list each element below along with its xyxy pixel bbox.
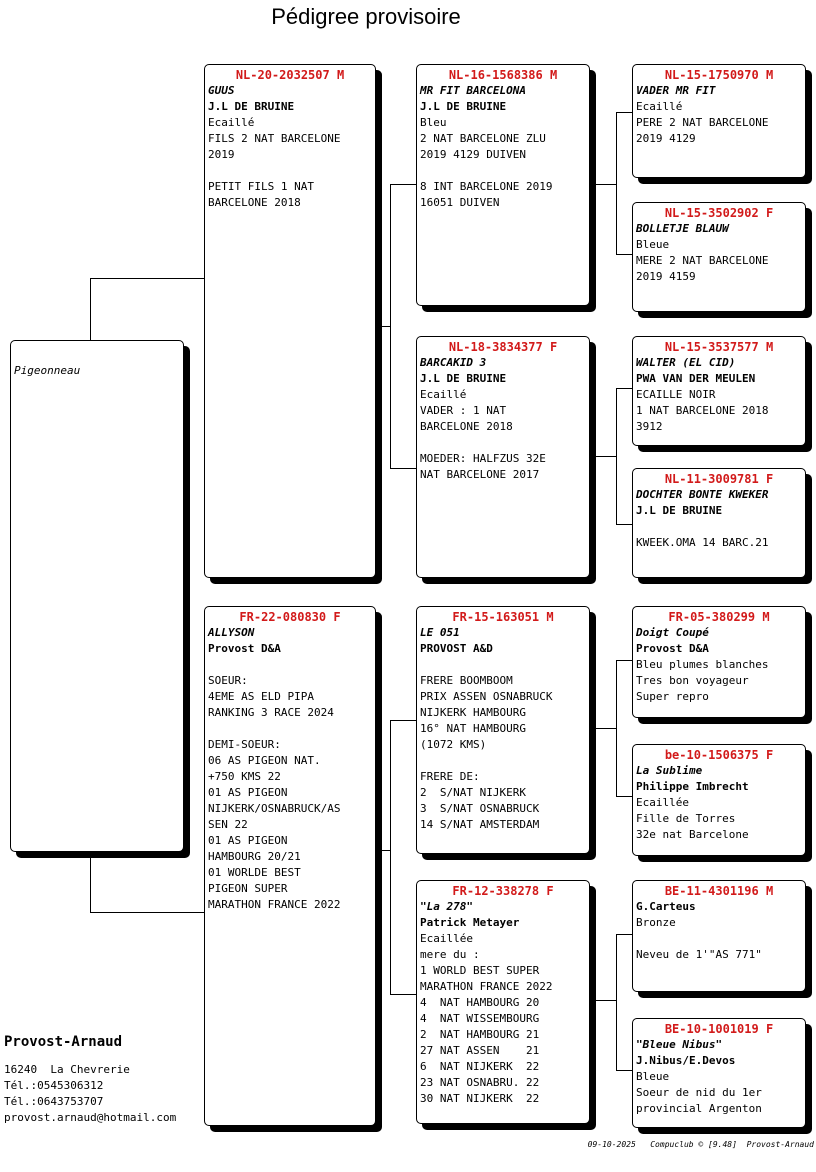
great-grandparent-card-fmm[interactable]	[632, 468, 806, 578]
pigeon-notes: Bleu plumes blanches Tres bon voyageur Super repro	[636, 658, 769, 703]
connector	[90, 912, 204, 913]
grandparent-card-mf[interactable]	[416, 606, 590, 854]
connector	[90, 278, 204, 279]
pigeon-notes: Ecaillée Fille de Torres 32e nat Barcelone	[636, 796, 749, 841]
connector	[390, 720, 416, 721]
connector	[376, 850, 390, 851]
pigeon-name: WALTER (EL CID)	[636, 356, 736, 369]
grandparent-card-fm[interactable]	[416, 336, 590, 578]
ring-number: FR-22-080830 F	[239, 610, 341, 624]
breeder-phone-1: Tél.:0545306312	[4, 1079, 104, 1092]
pigeon-name: La Sublime	[636, 764, 703, 777]
owner-name: G.Carteus	[636, 900, 696, 913]
connector	[390, 184, 391, 468]
pigeon-name: BOLLETJE BLAUW	[636, 222, 729, 235]
ring-number: NL-16-1568386 M	[448, 68, 558, 82]
subject-card[interactable]	[10, 340, 184, 852]
connector	[590, 728, 616, 729]
pigeon-name: MR FIT BARCELONA	[420, 84, 526, 97]
pigeon-notes: Bleue Soeur de nid du 1er provincial Argenton	[636, 1070, 762, 1115]
great-grandparent-card-fff[interactable]	[632, 64, 806, 178]
pigeon-name: "La 278"	[420, 900, 473, 913]
ring-number: NL-15-3537577 M	[664, 340, 774, 354]
pigeon-notes: Ecaillé FILS 2 NAT BARCELONE 2019 PETIT FILS 1 NAT BARCELONE 2018	[208, 116, 341, 209]
breeder-address: 16240 La Chevrerie	[4, 1063, 130, 1076]
mother-card[interactable]	[204, 606, 376, 1126]
pigeon-notes: Bronze Neveu de 1'"AS 771"	[636, 916, 762, 961]
great-grandparent-card-fmf[interactable]	[632, 336, 806, 446]
pigeon-name: "Bleue Nibus"	[636, 1038, 723, 1051]
pigeon-notes: Bleue MERE 2 NAT BARCELONE 2019 4159	[636, 238, 769, 283]
owner-name: PWA VAN DER MEULEN	[636, 372, 756, 385]
ring-number: FR-12-338278 F	[452, 884, 554, 898]
pigeon-notes: Ecaillé PERE 2 NAT BARCELONE 2019 4129	[636, 100, 769, 145]
connector	[616, 934, 617, 1070]
breeder-name: Provost-Arnaud	[4, 1034, 123, 1050]
pigeon-name: LE 051	[420, 626, 460, 639]
connector	[616, 934, 632, 935]
owner-name: PROVOST A&D	[420, 642, 493, 655]
connector	[590, 1000, 616, 1001]
pigeon-name: BARCAKID 3	[420, 356, 487, 369]
connector	[90, 278, 91, 340]
great-grandparent-card-mmm[interactable]	[632, 1018, 806, 1128]
ring-number: NL-18-3834377 F	[448, 340, 558, 354]
owner-name: J.L DE BRUINE	[420, 372, 507, 385]
pigeon-name: Doigt Coupé	[636, 626, 709, 639]
owner-name: J.L DE BRUINE	[208, 100, 295, 113]
connector	[376, 326, 390, 327]
great-grandparent-card-ffm[interactable]	[632, 202, 806, 312]
pigeon-notes: Ecaillée mere du : 1 WORLD BEST SUPER MARATHON FRANCE 2022 4 NAT HAMBOURG 20 4 NAT WISSEMBOURG 2 NAT HAMBOURG 21 27 NAT ASSEN 21 6 NAT NIJKERK 22 23 NAT OSNABRU. 22 30 NAT NIJKERK 22	[420, 932, 553, 1105]
great-grandparent-card-mff[interactable]	[632, 606, 806, 718]
pigeon-notes: SOEUR: 4EME AS ELD PIPA RANKING 3 RACE 2024 DEMI-SOEUR: 06 AS PIGEON NAT. +750 KMS 22 01 AS PIGEON NIJKERK/OSNABRUCK/AS SEN 22 01 AS PIGEON HAMBOURG 20/21 01 WORLDE BEST PIGEON SUPER MARATHON FRANCE 2022	[208, 674, 341, 911]
ring-number: FR-15-163051 M	[452, 610, 554, 624]
subject-label: Pigeonneau	[14, 364, 81, 377]
ring-number: NL-11-3009781 F	[664, 472, 774, 486]
pigeon-name: ALLYSON	[208, 626, 255, 639]
breeder-info	[4, 1034, 176, 1126]
owner-name: Patrick Metayer	[420, 916, 520, 929]
ring-number: BE-11-4301196 M	[664, 884, 774, 898]
connector	[616, 796, 632, 797]
owner-name: Provost D&A	[208, 642, 281, 655]
pigeon-name: VADER MR FIT	[636, 84, 716, 97]
connector	[616, 660, 632, 661]
pigeon-notes: FRERE BOOMBOOM PRIX ASSEN OSNABRUCK NIJKERK HAMBOURG 16° NAT HAMBOURG (1072 KMS) FRERE DE: 2 S/NAT NIJKERK 3 S/NAT OSNABRUCK 14 S/NAT AMSTERDAM	[420, 674, 553, 831]
pigeon-notes: Ecaillé VADER : 1 NAT BARCELONE 2018 MOEDER: HALFZUS 32E NAT BARCELONE 2017	[420, 388, 546, 481]
great-grandparent-card-mfm[interactable]	[632, 744, 806, 856]
connector	[616, 388, 617, 524]
breeder-email[interactable]: provost.arnaud@hotmail.com	[4, 1111, 177, 1124]
connector	[616, 112, 632, 113]
owner-name: J.Nibus/E.Devos	[636, 1054, 736, 1067]
ring-number: be-10-1506375 F	[664, 748, 774, 762]
connector	[90, 850, 91, 912]
great-grandparent-card-mmf[interactable]	[632, 880, 806, 992]
connector	[616, 388, 632, 389]
connector	[616, 660, 617, 796]
breeder-phone-2: Tél.:0643753707	[4, 1095, 104, 1108]
page-title: Pédigree provisoire	[271, 4, 461, 29]
footer-credit: 09-10-2025 Compuclub © [9.48] Provost-Arnaud	[587, 1140, 814, 1149]
owner-name: J.L DE BRUINE	[636, 504, 723, 517]
owner-name: J.L DE BRUINE	[420, 100, 507, 113]
connector	[390, 720, 391, 994]
connector	[590, 184, 616, 185]
grandparent-card-mm[interactable]	[416, 880, 590, 1124]
pigeon-notes: KWEEK.OMA 14 BARC.21	[636, 536, 769, 549]
pigeon-notes: ECAILLE NOIR 1 NAT BARCELONE 2018 3912	[636, 388, 769, 433]
connector	[390, 994, 416, 995]
grandparent-card-ff[interactable]	[416, 64, 590, 306]
pigeon-name: GUUS	[208, 84, 235, 97]
ring-number: NL-20-2032507 M	[235, 68, 345, 82]
ring-number: FR-05-380299 M	[668, 610, 770, 624]
pigeon-name: DOCHTER BONTE KWEKER	[636, 488, 769, 501]
connector	[616, 254, 632, 255]
owner-name: Provost D&A	[636, 642, 709, 655]
connector	[590, 456, 616, 457]
father-card[interactable]	[204, 64, 376, 578]
owner-name: Philippe Imbrecht	[636, 780, 749, 793]
connector	[390, 184, 416, 185]
ring-number: BE-10-1001019 F	[664, 1022, 774, 1036]
connector	[616, 524, 632, 525]
connector	[616, 1070, 632, 1071]
connector	[616, 112, 617, 254]
ring-number: NL-15-3502902 F	[664, 206, 774, 220]
ring-number: NL-15-1750970 M	[664, 68, 774, 82]
connector	[390, 468, 416, 469]
pigeon-notes: Bleu 2 NAT BARCELONE ZLU 2019 4129 DUIVEN 8 INT BARCELONE 2019 16051 DUIVEN	[420, 116, 553, 209]
